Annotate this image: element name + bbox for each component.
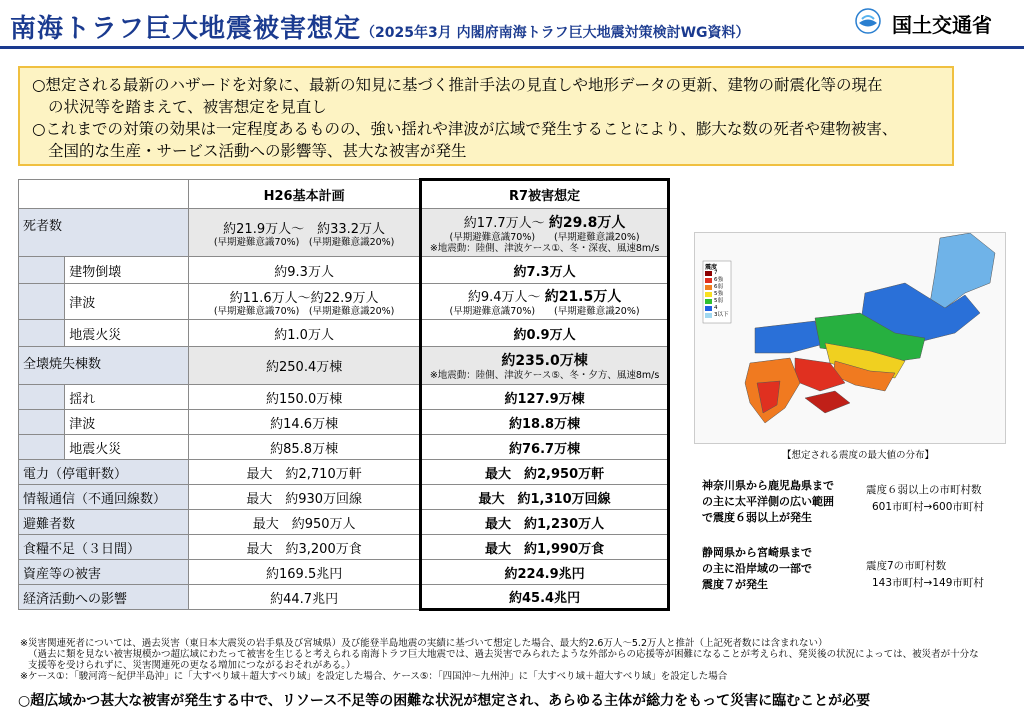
- map-legend-title: 震度: [705, 264, 718, 271]
- col-r7-header: R7被害想定: [421, 180, 669, 209]
- indent-cell: [19, 320, 65, 347]
- footnote-line: ※災害関連死者については、過去災害（東日本大震災の岩手県及び宮城県）及び能登半島地震の実績に基づいて想定した場合、最大約2.6万人～5.2万人と推計（上記死者数には含まれない）: [20, 638, 828, 649]
- legend-item: [705, 277, 731, 284]
- indent-cell: [19, 435, 65, 460]
- tsunami-h26: 約11.6万人～約22.9万人 (早期避難意識70%) (早期避難意識20%): [189, 284, 421, 320]
- col-h26-header: H26基本計画: [189, 180, 421, 209]
- shake-h26: 約150.0万棟: [189, 385, 421, 410]
- summary-line: 全国的な生産・サービス活動への影響等、甚大な被害が発生: [48, 142, 467, 160]
- collapse-r7: 約7.3万人: [421, 257, 669, 284]
- economy-r7: 約45.4兆円: [421, 585, 669, 610]
- legend-item: [705, 284, 731, 291]
- seismic-intensity-map: [694, 232, 1006, 444]
- legend-swatch: [705, 299, 712, 304]
- legend-swatch: [705, 306, 712, 311]
- legend-label: 6強: [714, 277, 723, 283]
- evac-h26: 最大 約950万人: [189, 510, 421, 535]
- ministry-name: 国土交通省: [892, 13, 992, 37]
- legend-label: 5弱: [714, 298, 723, 304]
- legend-swatch: [705, 292, 712, 297]
- row-label-deaths: 死者数: [19, 209, 189, 257]
- fire-r7: 約0.9万人: [421, 320, 669, 347]
- evac-r7: 最大 約1,230万人: [421, 510, 669, 535]
- japan-map-graphic: [695, 233, 1005, 443]
- legend-item: [705, 270, 731, 277]
- tsunami-r7: 約9.4万人～ 約21.5万人 (早期避難意識70%) (早期避難意識20%): [421, 284, 669, 320]
- b-fire-h26: 約85.8万棟: [189, 435, 421, 460]
- row-label-collapse: 建物倒壊: [65, 257, 189, 284]
- legend-swatch: [705, 278, 712, 283]
- legend-label: 3以下: [714, 312, 729, 318]
- summary-line: ○これまでの対策の効果は一定程度あるものの、強い揺れや津波が広域で発生することにより、膨大な数の死者や建物被害、: [32, 120, 898, 138]
- fire-h26: 約1.0万人: [189, 320, 421, 347]
- footnote-line: （過去に類を見ない被害規模かつ超広域にわたって被害を生じると考えられる南海トラフ巨大地震では、過去災害でみられたような外部からの応援等が困難になることが考えられ、発災後の状況によっては、被災者が十分な: [28, 649, 979, 660]
- legend-item: [705, 291, 731, 298]
- legend-label: 6弱: [714, 284, 723, 290]
- assets-h26: 約169.5兆円: [189, 560, 421, 585]
- indent-cell: [19, 385, 65, 410]
- legend-label: 4: [714, 305, 718, 311]
- b-fire-r7: 約76.7万棟: [421, 435, 669, 460]
- legend-item: [705, 298, 731, 305]
- food-h26: 最大 約3,200万食: [189, 535, 421, 560]
- title-bar: [0, 0, 1024, 48]
- legend-swatch: [705, 313, 712, 318]
- legend-label: 5強: [714, 291, 723, 297]
- side-stat-1: 震度６弱以上の市町村数 601市町村→600市町村: [866, 484, 984, 513]
- row-label-telecom: 情報通信（不通回線数）: [19, 485, 189, 510]
- side-note-2: 静岡県から宮崎県まで の主に沿岸域の一部で 震度７が発生: [702, 546, 812, 591]
- row-label-buildings: 全壊焼失棟数: [19, 347, 189, 385]
- row-label-b-tsunami: 津波: [65, 410, 189, 435]
- shake-r7: 約127.9万棟: [421, 385, 669, 410]
- buildings-h26: 約250.4万棟: [189, 347, 421, 385]
- buildings-r7: 約235.0万棟 ※地震動：陸側、津波ケース⑤、冬・夕方、風速8m/s: [421, 347, 669, 385]
- summary-line: の状況等を踏まえて、被害想定を見直し: [48, 98, 327, 116]
- side-note-1: 神奈川県から鹿児島県まで の主に太平洋側の広い範囲 で震度６弱以上が発生: [702, 479, 834, 524]
- map-legend: [705, 270, 731, 319]
- indent-cell: [19, 257, 65, 284]
- b-tsunami-r7: 約18.8万棟: [421, 410, 669, 435]
- deaths-r7: 約17.7万人～ 約29.8万人 (早期避難意識70%) (早期避難意識20%) ※地震動：陸側、津波ケース①、冬・深夜、風速8m/s: [421, 209, 669, 257]
- legend-swatch: [705, 285, 712, 290]
- power-h26: 最大 約2,710万軒: [189, 460, 421, 485]
- telecom-h26: 最大 約930万回線: [189, 485, 421, 510]
- deaths-h26: 約21.9万人～ 約33.2万人 (早期避難意識70%) (早期避難意識20%): [189, 209, 421, 257]
- row-label-fire: 地震火災: [65, 320, 189, 347]
- ministry-logo-icon: [855, 8, 881, 34]
- power-r7: 最大 約2,950万軒: [421, 460, 669, 485]
- title-divider: [0, 46, 1024, 49]
- row-label-b-fire: 地震火災: [65, 435, 189, 460]
- page-subtitle: （2025年3月 内閣府南海トラフ巨大地震対策検討WG資料）: [361, 25, 750, 41]
- row-label-assets: 資産等の被害: [19, 560, 189, 585]
- row-label-food: 食糧不足（３日間）: [19, 535, 189, 560]
- side-stat-2: 震度7の市町村数 143市町村→149市町村: [866, 560, 984, 589]
- row-label-economy: 経済活動への影響: [19, 585, 189, 610]
- page-title: 南海トラフ巨大地震被害想定（2025年3月 内閣府南海トラフ巨大地震対策検討WG資料）: [10, 14, 750, 44]
- damage-comparison-table: [18, 178, 670, 611]
- header-empty: [19, 180, 189, 209]
- legend-item: [705, 312, 731, 319]
- assets-r7: 約224.9兆円: [421, 560, 669, 585]
- legend-item: [705, 305, 731, 312]
- conclusion: ○超広域かつ甚大な被害が発生する中で、リソース不足等の困難な状況が想定され、あらゆる主体が総力をもって災害に臨むことが必要: [18, 693, 871, 709]
- summary-line: ○想定される最新のハザードを対象に、最新の知見に基づく推計手法の見直しや地形データの更新、建物の耐震化等の現在: [32, 76, 883, 94]
- footnote-line: 支援等を受けられずに、災害関連死の更なる増加につながるおそれがある。）: [28, 660, 356, 671]
- economy-h26: 約44.7兆円: [189, 585, 421, 610]
- legend-swatch: [705, 271, 712, 276]
- footnotes: [20, 638, 1010, 682]
- footnote-line: ※ケース①：「駿河湾～紀伊半島沖」に「大すべり域＋超大すべり域」を設定した場合、ケース⑤：「四国沖～九州沖」に「大すべり域＋超大すべり域」を設定した場合: [20, 671, 728, 682]
- b-tsunami-h26: 約14.6万棟: [189, 410, 421, 435]
- food-r7: 最大 約1,990万食: [421, 535, 669, 560]
- collapse-h26: 約9.3万人: [189, 257, 421, 284]
- row-label-shake: 揺れ: [65, 385, 189, 410]
- legend-label: 7: [714, 270, 718, 276]
- telecom-r7: 最大 約1,310万回線: [421, 485, 669, 510]
- row-label-tsunami: 津波: [65, 284, 189, 320]
- summary-box: [18, 66, 954, 166]
- indent-cell: [19, 410, 65, 435]
- row-label-power: 電力（停電軒数）: [19, 460, 189, 485]
- map-caption: 【想定される震度の最大値の分布】: [782, 450, 935, 461]
- row-label-evac: 避難者数: [19, 510, 189, 535]
- indent-cell: [19, 284, 65, 320]
